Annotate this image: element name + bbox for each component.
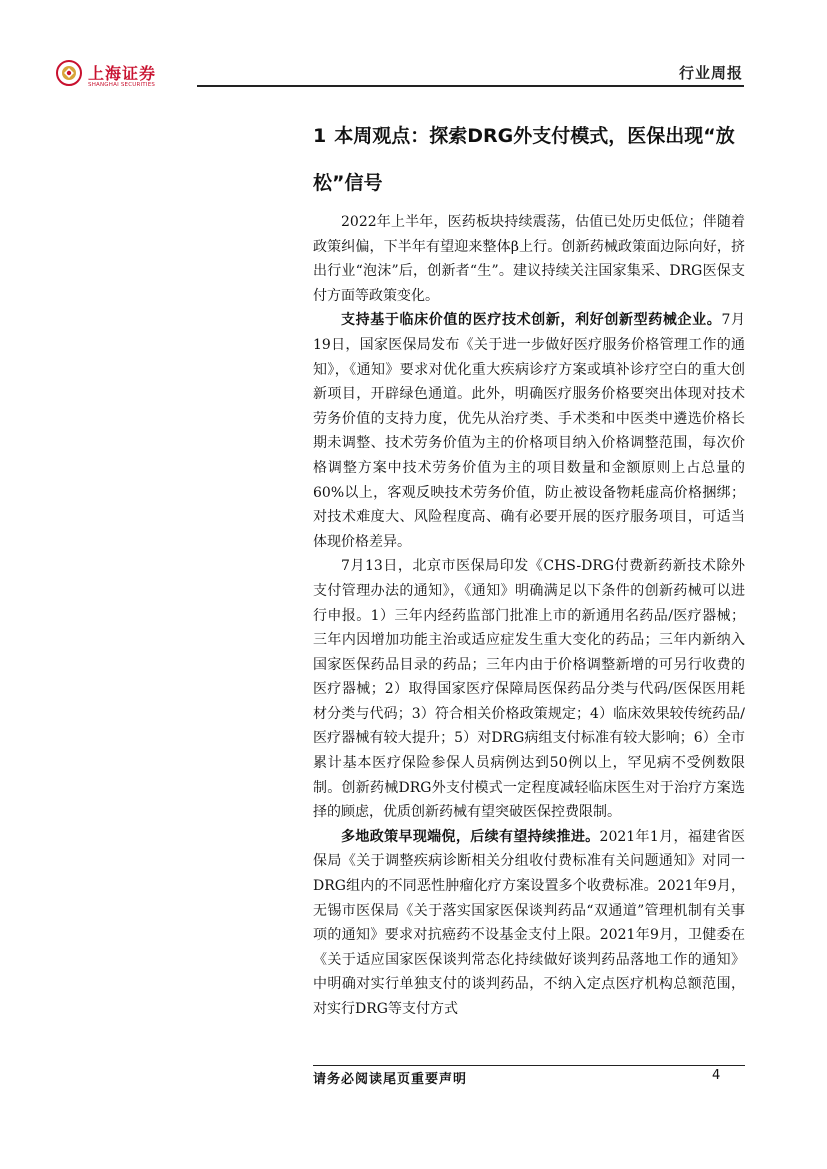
logo-chinese-name: 上海证券 <box>88 64 157 83</box>
logo-emblem-icon <box>56 60 82 86</box>
document-type: 行业周报 <box>678 64 743 82</box>
footer-divider <box>313 1065 745 1066</box>
paragraph <box>313 825 745 1022</box>
paragraph-lead: 支持基于临床价值的医疗技术创新，利好创新型药械企业。 <box>341 312 722 329</box>
section-number: 1 <box>313 125 327 147</box>
header-divider <box>197 85 744 87</box>
page-header <box>0 0 827 100</box>
paragraph <box>313 210 745 308</box>
paragraph-text: 7月13日，北京市医保局印发《CHS-DRG付费新药新技术除外支付管理办法的通知》，《通知》明确满足以下条件的创新药械可以进行申报。1）三年内经药监部门批准上市的新通用名药品/医疗器械；三年内因增加功能主治或适应症发生重大变化的药品；三年内新纳入国家医保药品目录的药品；三年内由于价格调整新增的可另行收费的医疗器械；2）取得国家医疗保障局医保药品分类与代码/医保医用耗材分类与代码；3）符合相关价格政策规定；4）临床效果较传统药品/医疗器械有较大提升；5）对DRG病组支付标准有较大影响；6）全市累计基本医疗保险参保人员病例达到50例以上，罕见病不受例数限制。创新药械DRG外支付模式一定程度减轻临床医生对于治疗方案选择的顾虑，优质创新药械有望突破医保控费限制。 <box>313 558 745 821</box>
company-logo <box>56 58 186 98</box>
paragraph-text: 2022年上半年，医药板块持续震荡，估值已处历史低位；伴随着政策纠偏，下半年有望迎来整体β上行。创新药械政策面边际向好，挤出行业“泡沫”后，创新者“生”。建议持续关注国家集采、DRG医保支付方面等政策变化。 <box>313 214 745 304</box>
paragraph-lead: 多地政策早现端倪，后续有望持续推进。 <box>341 828 600 845</box>
paragraph <box>313 308 745 554</box>
section-title <box>313 113 743 207</box>
paragraph <box>313 554 745 825</box>
footer-disclaimer: 请务必阅读尾页重要声明 <box>313 1072 468 1087</box>
paragraph-text: 7月19日，国家医保局发布《关于进一步做好医疗服务价格管理工作的通知》，《通知》要求对优化重大疾病诊疗方案或填补诊疗空白的重大创新项目，开辟绿色通道。此外，明确医疗服务价格要突出体现对技术劳务价值的支持力度，优先从治疗类、手术类和中医类中遴选价格长期未调整、技术劳务价值为主的价格项目纳入价格调整范围，每次价格调整方案中技术劳务价值为主的项目数量和金额原则上占总量的60%以上，客观反映技术劳务价值，防止被设备物耗虚高价格捆绑；对技术难度大、风险程度高、确有必要开展的医疗服务项目，可适当体现价格差异。 <box>313 312 745 550</box>
page-number: 4 <box>712 1068 721 1083</box>
paragraph-text: 2021年1月，福建省医保局《关于调整疾病诊断相关分组收付费标准有关问题通知》对同一DRG组内的不同恶性肿瘤化疗方案设置多个收费标准。2021年9月，无锡市医保局《关于落实国家医保谈判药品“双通道”管理机制有关事项的通知》要求对抗癌药不设基金支付上限。2021年9月，卫健委在《关于适应国家医保谈判常态化持续做好谈判药品落地工作的通知》中明确对实行单独支付的谈判药品，不纳入定点医疗机构总额范围，对实行DRG等支付方式 <box>313 828 745 1017</box>
section-title-text: 本周观点：探索DRG外支付模式，医保出现“放松”信号 <box>313 125 735 194</box>
body-content <box>313 210 745 1022</box>
logo-english-name: SHANGHAI SECURITIES <box>88 82 156 88</box>
